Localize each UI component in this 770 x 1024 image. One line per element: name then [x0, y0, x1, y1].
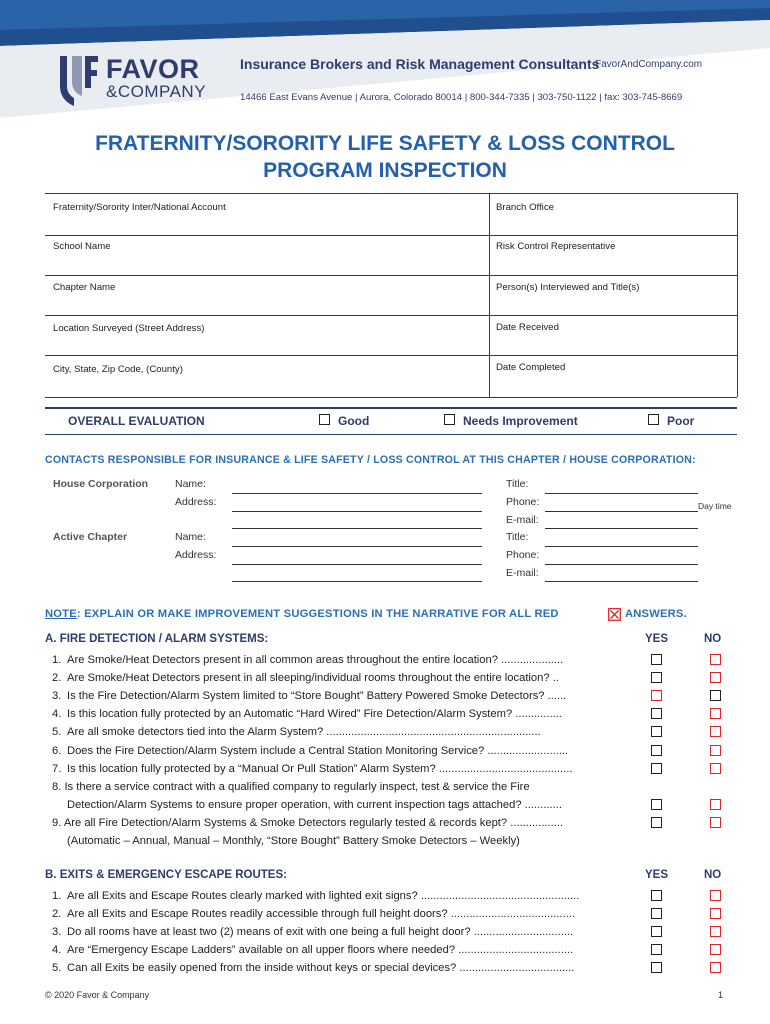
b5-no-checkbox[interactable]: [710, 962, 721, 973]
a4-no-checkbox[interactable]: [710, 708, 721, 719]
info-divider: [489, 193, 490, 397]
label-risk-rep: Risk Control Representative: [496, 241, 616, 252]
hc-email-input[interactable]: [545, 528, 698, 529]
question-text: Can all Exits be easily opened from the inside without keys or special devices? .....................................: [67, 962, 575, 975]
a2-no-checkbox[interactable]: [710, 672, 721, 683]
eval-top-rule: [45, 407, 737, 409]
house-corporation-label: House Corporation: [53, 478, 149, 490]
section-b-no-header: NO: [704, 869, 722, 881]
hc-address-label: Address:: [175, 496, 217, 508]
question-number: 5.: [52, 962, 62, 975]
good-label: Good: [338, 414, 370, 428]
a5-no-checkbox[interactable]: [710, 726, 721, 737]
poor-label: Poor: [667, 414, 695, 428]
question-number: 2.: [52, 908, 62, 921]
question-a3: [52, 689, 642, 703]
label-persons: Person(s) Interviewed and Title(s): [496, 282, 640, 293]
hc-name-label: Name:: [175, 478, 206, 490]
address-line: 14466 East Evans Avenue | Aurora, Colorado 80014 | 800-344-7335 | 303-750-1122 | fax: 303-745-8669: [240, 92, 683, 103]
hc-title-label: Title:: [506, 478, 529, 490]
a1-no-checkbox[interactable]: [710, 654, 721, 665]
row-rule: [45, 275, 489, 276]
section-a-yes-header: YES: [645, 633, 669, 645]
note-suffix: ANSWERS.: [625, 608, 687, 620]
b4-no-checkbox[interactable]: [710, 944, 721, 955]
question-number: 1.: [52, 890, 62, 902]
question-a5: [52, 725, 642, 739]
b2-yes-checkbox[interactable]: [651, 908, 662, 919]
question-b5: [52, 961, 642, 975]
ac-address-input[interactable]: [232, 564, 482, 565]
a3-no-checkbox[interactable]: [710, 690, 721, 701]
question-number: 4.: [52, 708, 62, 721]
section-b-yes-header: YES: [645, 869, 669, 881]
brand-sub: &COMPANY: [106, 82, 207, 101]
ac-title-input[interactable]: [545, 546, 698, 547]
a1-yes-checkbox[interactable]: [651, 654, 662, 665]
info-right-border: [737, 193, 738, 397]
label-date-completed: Date Completed: [496, 362, 566, 373]
brand-name: FAVOR: [106, 54, 200, 84]
footer-copyright: © 2020 Favor & Company: [45, 990, 150, 1000]
question-a8-line2: Detection/Alarm Systems to ensure proper operation, with current inspection tags attached? ............: [67, 799, 562, 811]
a5-yes-checkbox[interactable]: [651, 726, 662, 737]
question-text: Is this location fully protected by a “Manual Or Pull Station” Alarm System? ...........................................: [67, 762, 573, 775]
b3-no-checkbox[interactable]: [710, 926, 721, 937]
overall-evaluation-label: OVERALL EVALUATION: [68, 414, 205, 428]
section-a-no-header: NO: [704, 633, 722, 645]
a6-yes-checkbox[interactable]: [651, 745, 662, 756]
b2-no-checkbox[interactable]: [710, 908, 721, 919]
a9-yes-checkbox[interactable]: [651, 817, 662, 828]
question-a7: [52, 762, 642, 776]
row-rule: [489, 235, 737, 236]
ac-name-label: Name:: [175, 531, 206, 543]
label-account: Fraternity/Sorority Inter/National Account: [53, 202, 226, 213]
question-text: Are Smoke/Heat Detectors present in all common areas throughout the entire location? ....................: [67, 654, 564, 666]
needs-improvement-checkbox[interactable]: [444, 414, 455, 425]
question-number: 6.: [52, 744, 62, 757]
a8-no-checkbox[interactable]: [710, 799, 721, 810]
active-chapter-label: Active Chapter: [53, 531, 128, 543]
question-number: 3.: [52, 926, 62, 939]
question-b1: [52, 889, 642, 903]
label-city: City, State, Zip Code, (County): [53, 364, 183, 375]
page-title-line2: PROGRAM INSPECTION: [263, 159, 507, 182]
question-number: 3.: [52, 690, 62, 703]
a7-yes-checkbox[interactable]: [651, 763, 662, 774]
hc-name-input[interactable]: [232, 493, 482, 494]
question-a9-line1: 9. Are all Fire Detection/Alarm Systems & Smoke Detectors regularly tested & records kept? .................: [52, 817, 564, 829]
question-number: 5.: [52, 726, 62, 739]
hc-address-input-2[interactable]: [232, 528, 482, 529]
section-b-heading: B. EXITS & EMERGENCY ESCAPE ROUTES:: [45, 869, 287, 881]
question-a8-line1: 8. Is there a service contract with a qualified company to regularly inspect, test & service the Fire: [52, 781, 530, 793]
label-branch: Branch Office: [496, 202, 554, 213]
section-a-heading: A. FIRE DETECTION / ALARM SYSTEMS:: [45, 633, 269, 645]
b1-no-checkbox[interactable]: [710, 890, 721, 901]
poor-checkbox[interactable]: [648, 414, 659, 425]
ac-name-input[interactable]: [232, 546, 482, 547]
ac-address-label: Address:: [175, 549, 217, 561]
page-title-line1: FRATERNITY/SORORITY LIFE SAFETY & LOSS CONTROL: [95, 132, 675, 155]
hc-email-label: E-mail:: [506, 514, 539, 526]
a6-no-checkbox[interactable]: [710, 745, 721, 756]
info-bottom-rule: [45, 397, 737, 398]
question-number: 2.: [52, 672, 62, 685]
question-text: Do all rooms have at least two (2) means of exit with one being a full height door? ................................: [67, 926, 574, 939]
a7-no-checkbox[interactable]: [710, 763, 721, 774]
tagline: Insurance Brokers and Risk Management Consultants: [240, 56, 600, 72]
note-line: [45, 608, 559, 620]
row-rule: [489, 355, 737, 356]
question-text: Does the Fire Detection/Alarm System include a Central Station Monitoring Service? ..........................: [67, 744, 569, 757]
info-top-rule: [45, 193, 737, 194]
label-location: Location Surveyed (Street Address): [53, 323, 205, 334]
good-checkbox[interactable]: [319, 414, 330, 425]
ac-email-label: E-mail:: [506, 567, 539, 579]
a8-yes-checkbox[interactable]: [651, 799, 662, 810]
a4-yes-checkbox[interactable]: [651, 708, 662, 719]
question-a1: [52, 653, 642, 667]
question-text: Is this location fully protected by an Automatic “Hard Wired” Fire Detection/Alarm System? ...............: [67, 708, 562, 721]
eval-bottom-rule: [45, 434, 737, 435]
question-text: Are all Exits and Escape Routes readily accessible through full height doors? ........................................: [67, 908, 576, 921]
row-rule: [489, 275, 737, 276]
question-a6: [52, 744, 642, 758]
question-b3: [52, 925, 642, 939]
label-school: School Name: [53, 241, 111, 252]
website-link[interactable]: FavorAndCompany.com: [595, 59, 703, 70]
question-number: 4.: [52, 944, 62, 957]
hc-phone-input[interactable]: [545, 511, 698, 512]
ac-address-input-2[interactable]: [232, 581, 482, 582]
question-text: Are all smoke detectors tied into the Alarm System? .....................................................................: [67, 726, 541, 739]
question-number: 1.: [52, 654, 62, 666]
note-text: : EXPLAIN OR MAKE IMPROVEMENT SUGGESTIONS IN THE NARRATIVE FOR ALL RED: [76, 608, 559, 620]
needs-improvement-label: Needs Improvement: [463, 414, 578, 428]
row-rule: [45, 235, 489, 236]
b5-yes-checkbox[interactable]: [651, 962, 662, 973]
label-chapter: Chapter Name: [53, 282, 116, 293]
a2-yes-checkbox[interactable]: [651, 672, 662, 683]
question-b2: [52, 907, 642, 921]
a3-yes-checkbox[interactable]: [651, 690, 662, 701]
question-text: Are “Emergency Escape Ladders” available on all upper floors where needed? .....................................: [67, 944, 574, 957]
hc-title-input[interactable]: [545, 493, 698, 494]
red-x-checkbox-icon: [608, 608, 621, 621]
b3-yes-checkbox[interactable]: [651, 926, 662, 937]
question-number: 7.: [52, 762, 62, 775]
question-a2: [52, 671, 642, 685]
hc-phone-label: Phone:: [506, 496, 540, 508]
day-time-label: Day time: [698, 501, 732, 511]
contacts-heading: CONTACTS RESPONSIBLE FOR INSURANCE & LIFE SAFETY / LOSS CONTROL AT THIS CHAPTER / HOUSE CORPORATION:: [45, 454, 696, 466]
row-rule: [45, 315, 489, 316]
row-rule: [45, 355, 489, 356]
page-number: 1: [718, 990, 724, 1000]
note-prefix: NOTE: [45, 608, 77, 620]
b1-yes-checkbox[interactable]: [651, 890, 662, 901]
question-text: Are all Exits and Escape Routes clearly marked with lighted exit signs? ...................................................: [67, 890, 580, 902]
ac-phone-input[interactable]: [545, 564, 698, 565]
row-rule: [489, 315, 737, 316]
favor-logo-icon: [52, 52, 102, 110]
question-a4: [52, 707, 642, 721]
ac-title-label: Title:: [506, 531, 529, 543]
ac-email-input[interactable]: [545, 581, 698, 582]
b4-yes-checkbox[interactable]: [651, 944, 662, 955]
a9-no-checkbox[interactable]: [710, 817, 721, 828]
label-date-received: Date Received: [496, 322, 559, 333]
question-b4: [52, 943, 642, 957]
hc-address-input[interactable]: [232, 511, 482, 512]
question-text: Are Smoke/Heat Detectors present in all sleeping/individual rooms throughout the entire location? ..: [67, 672, 559, 685]
question-a9-line2: (Automatic – Annual, Manual – Monthly, “Store Bought” Battery Smoke Detectors – Weekly): [67, 835, 520, 847]
question-text: Is the Fire Detection/Alarm System limited to “Store Bought” Battery Powered Smoke Detectors? ......: [67, 690, 567, 703]
ac-phone-label: Phone:: [506, 549, 540, 561]
